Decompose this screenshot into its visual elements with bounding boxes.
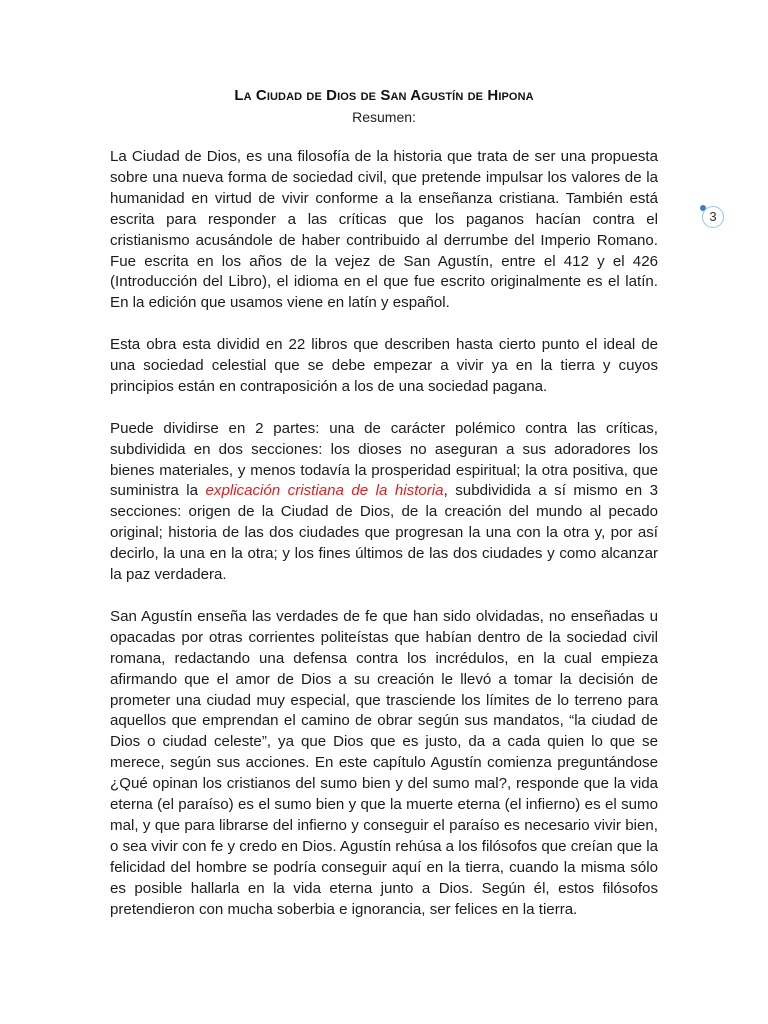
paragraph-3: [110, 419, 658, 586]
paragraph-1: La Ciudad de Dios, es una filosofía de la historia que trata de ser una propuesta sobre una nueva forma de sociedad civil, que pretende impulsar los valores de la humanidad en virtud de vivir conforme a la enseñanza cristiana. También está escrita para responder a las críticas que los paganos hacían contra el cristianismo acusándole de haber contribuido al derrumbe del Imperio Romano. Fue escrita en los años de la vejez de San Agustín, entre el 412 y el 426 (Introducción del Libro), el idioma en el que fue escrito originalmente es el latín. En la edición que usamos viene en latín y español.: [110, 148, 658, 312]
paragraph-3-text-after: , subdividida a sí mismo en 3 secciones: origen de la Ciudad de Dios, de la creación del mundo al pecado original; historia de las dos ciudades que progresan la una con la otra y, por así decirlo, la una en la otra; y los fines últimos de las dos ciudades y como alcanzar la paz verdadera.: [110, 482, 658, 584]
paragraph-4: San Agustín enseña las verdades de fe que han sido olvidadas, no enseñadas u opacadas por otras corrientes politeístas que habían dentro de la sociedad civil romana, redactando una defensa contra los incrédulos, en la cual empieza afirmando que el amor de Dios a su creación le llevó a tomar la decisión de prometer una ciudad muy especial, que trasciende los límites de lo terreno para aquellos que emprendan el camino de obrar según sus mandatos, “la ciudad de Dios o ciudad celeste”, ya que Dios que es justo, da a cada quien lo que se merece, según sus acciones. En este capítulo Agustín comienza preguntándose ¿Qué opinan los cristianos del sumo bien y del sumo mal?, responde que la vida eterna (el paraíso) es el sumo bien y que la muerte eterna (el infierno) es el sumo mal, y que para librarse del infierno y conseguir el paraíso es necesario vivir bien, o sea vivir con fe y credo en Dios. Agustín rehúsa a los filósofos que creían que la felicidad del hombre se podría conseguir aquí en la tierra, cuando la misma sólo es posible hallarla en la vida eterna junto a Dios. Según él, estos filósofos pretendieron con mucha soberbia e ignorancia, ser felices en la tierra.: [110, 607, 658, 918]
page-number-badge: 3: [702, 206, 724, 228]
document-subtitle: Resumen:: [352, 109, 416, 125]
paragraph-3-text-before: Puede dividirse en 2 partes: una de carácter polémico contra las críticas, subdividida en dos secciones: los dioses no aseguran a sus adoradores los bienes materiales, y menos todavía la prosperidad espiritual; la otra positiva, que suministra la: [110, 419, 658, 500]
document-title: La Ciudad de Dios de San Agustín de Hipona: [234, 87, 534, 104]
christian-history-link[interactable]: explicación cristiana de la historia: [205, 482, 444, 500]
document-body: [110, 147, 658, 941]
paragraph-2: Esta obra esta dividid en 22 libros que describen hasta cierto punto el ideal de una sociedad celestial que se debe empezar a vivir ya en la tierra y cuyos principios están en contraposición a los de una sociedad pagana.: [110, 336, 658, 395]
